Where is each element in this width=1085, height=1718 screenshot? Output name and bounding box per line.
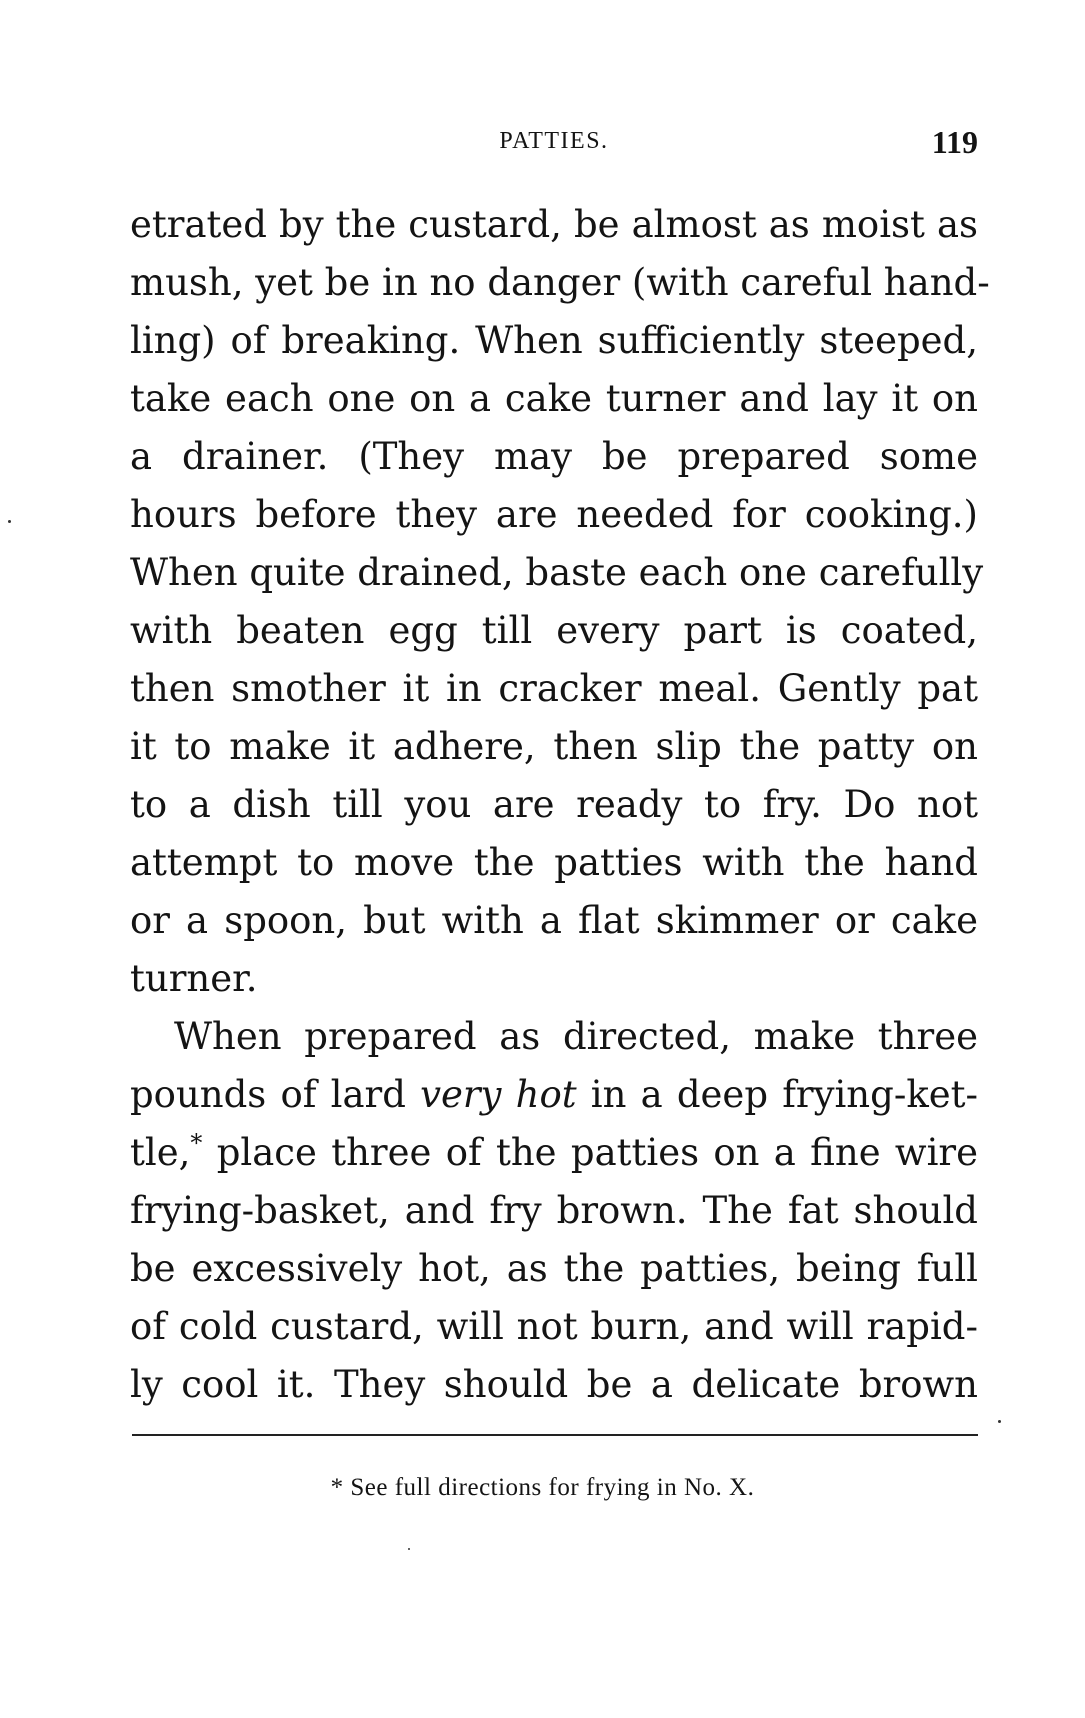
scan-speck — [8, 520, 11, 523]
text-segment: tle, — [130, 1131, 191, 1174]
paragraph-1 — [130, 196, 990, 1008]
paragraph-2 — [130, 1008, 978, 1414]
text-line — [130, 1066, 978, 1124]
text-line: etrated by the custard, be almost as moist as — [130, 203, 978, 246]
body-text — [130, 196, 990, 1414]
emphasis-text: very hot — [420, 1073, 577, 1116]
text-line: attempt to move the patties with the hand — [130, 841, 978, 884]
footnote: * See full directions for frying in No. X. — [330, 1474, 755, 1501]
text-segment: pounds of lard — [130, 1073, 421, 1116]
text-line: hours before they are needed for cooking.) — [130, 493, 978, 536]
text-line: be excessively hot, as the patties, being full — [130, 1247, 978, 1290]
page-number: 119 — [931, 124, 978, 160]
text-line: frying-basket, and fry brown. The fat should — [130, 1189, 978, 1232]
running-head — [130, 124, 978, 168]
scan-speck — [408, 1548, 410, 1550]
text-line: take each one on a cake turner and lay it on — [130, 377, 978, 420]
text-line: turner. — [130, 957, 258, 1000]
text-line: ling) of breaking. When sufficiently steeped, — [130, 319, 978, 362]
text-line: When prepared as directed, make three — [174, 1015, 978, 1058]
text-line: of cold custard, will not burn, and will rapid- — [130, 1305, 978, 1348]
text-line: with beaten egg till every part is coated, — [130, 609, 978, 652]
text-line — [130, 1124, 978, 1182]
text-line: it to make it adhere, then slip the patty on — [130, 725, 978, 768]
text-line: then smother it in cracker meal. Gently pat — [130, 667, 978, 710]
text-segment: in a deep frying-ket- — [576, 1073, 979, 1116]
text-line: or a spoon, but with a flat skimmer or cake — [130, 899, 978, 942]
running-title: PATTIES. — [499, 128, 609, 154]
text-line: to a dish till you are ready to fry. Do not — [130, 783, 978, 826]
text-segment: place three of the patties on a fine wire — [202, 1131, 978, 1174]
scan-speck — [998, 1420, 1001, 1423]
text-line: a drainer. (They may be prepared some — [130, 435, 978, 478]
footnote-marker: * — [190, 1129, 203, 1157]
text-line: ly cool it. They should be a delicate brown — [130, 1363, 978, 1406]
footnote-rule — [132, 1434, 978, 1436]
text-line: mush, yet be in no danger (with careful hand- — [130, 261, 990, 304]
text-line: When quite drained, baste each one carefully — [130, 551, 984, 594]
